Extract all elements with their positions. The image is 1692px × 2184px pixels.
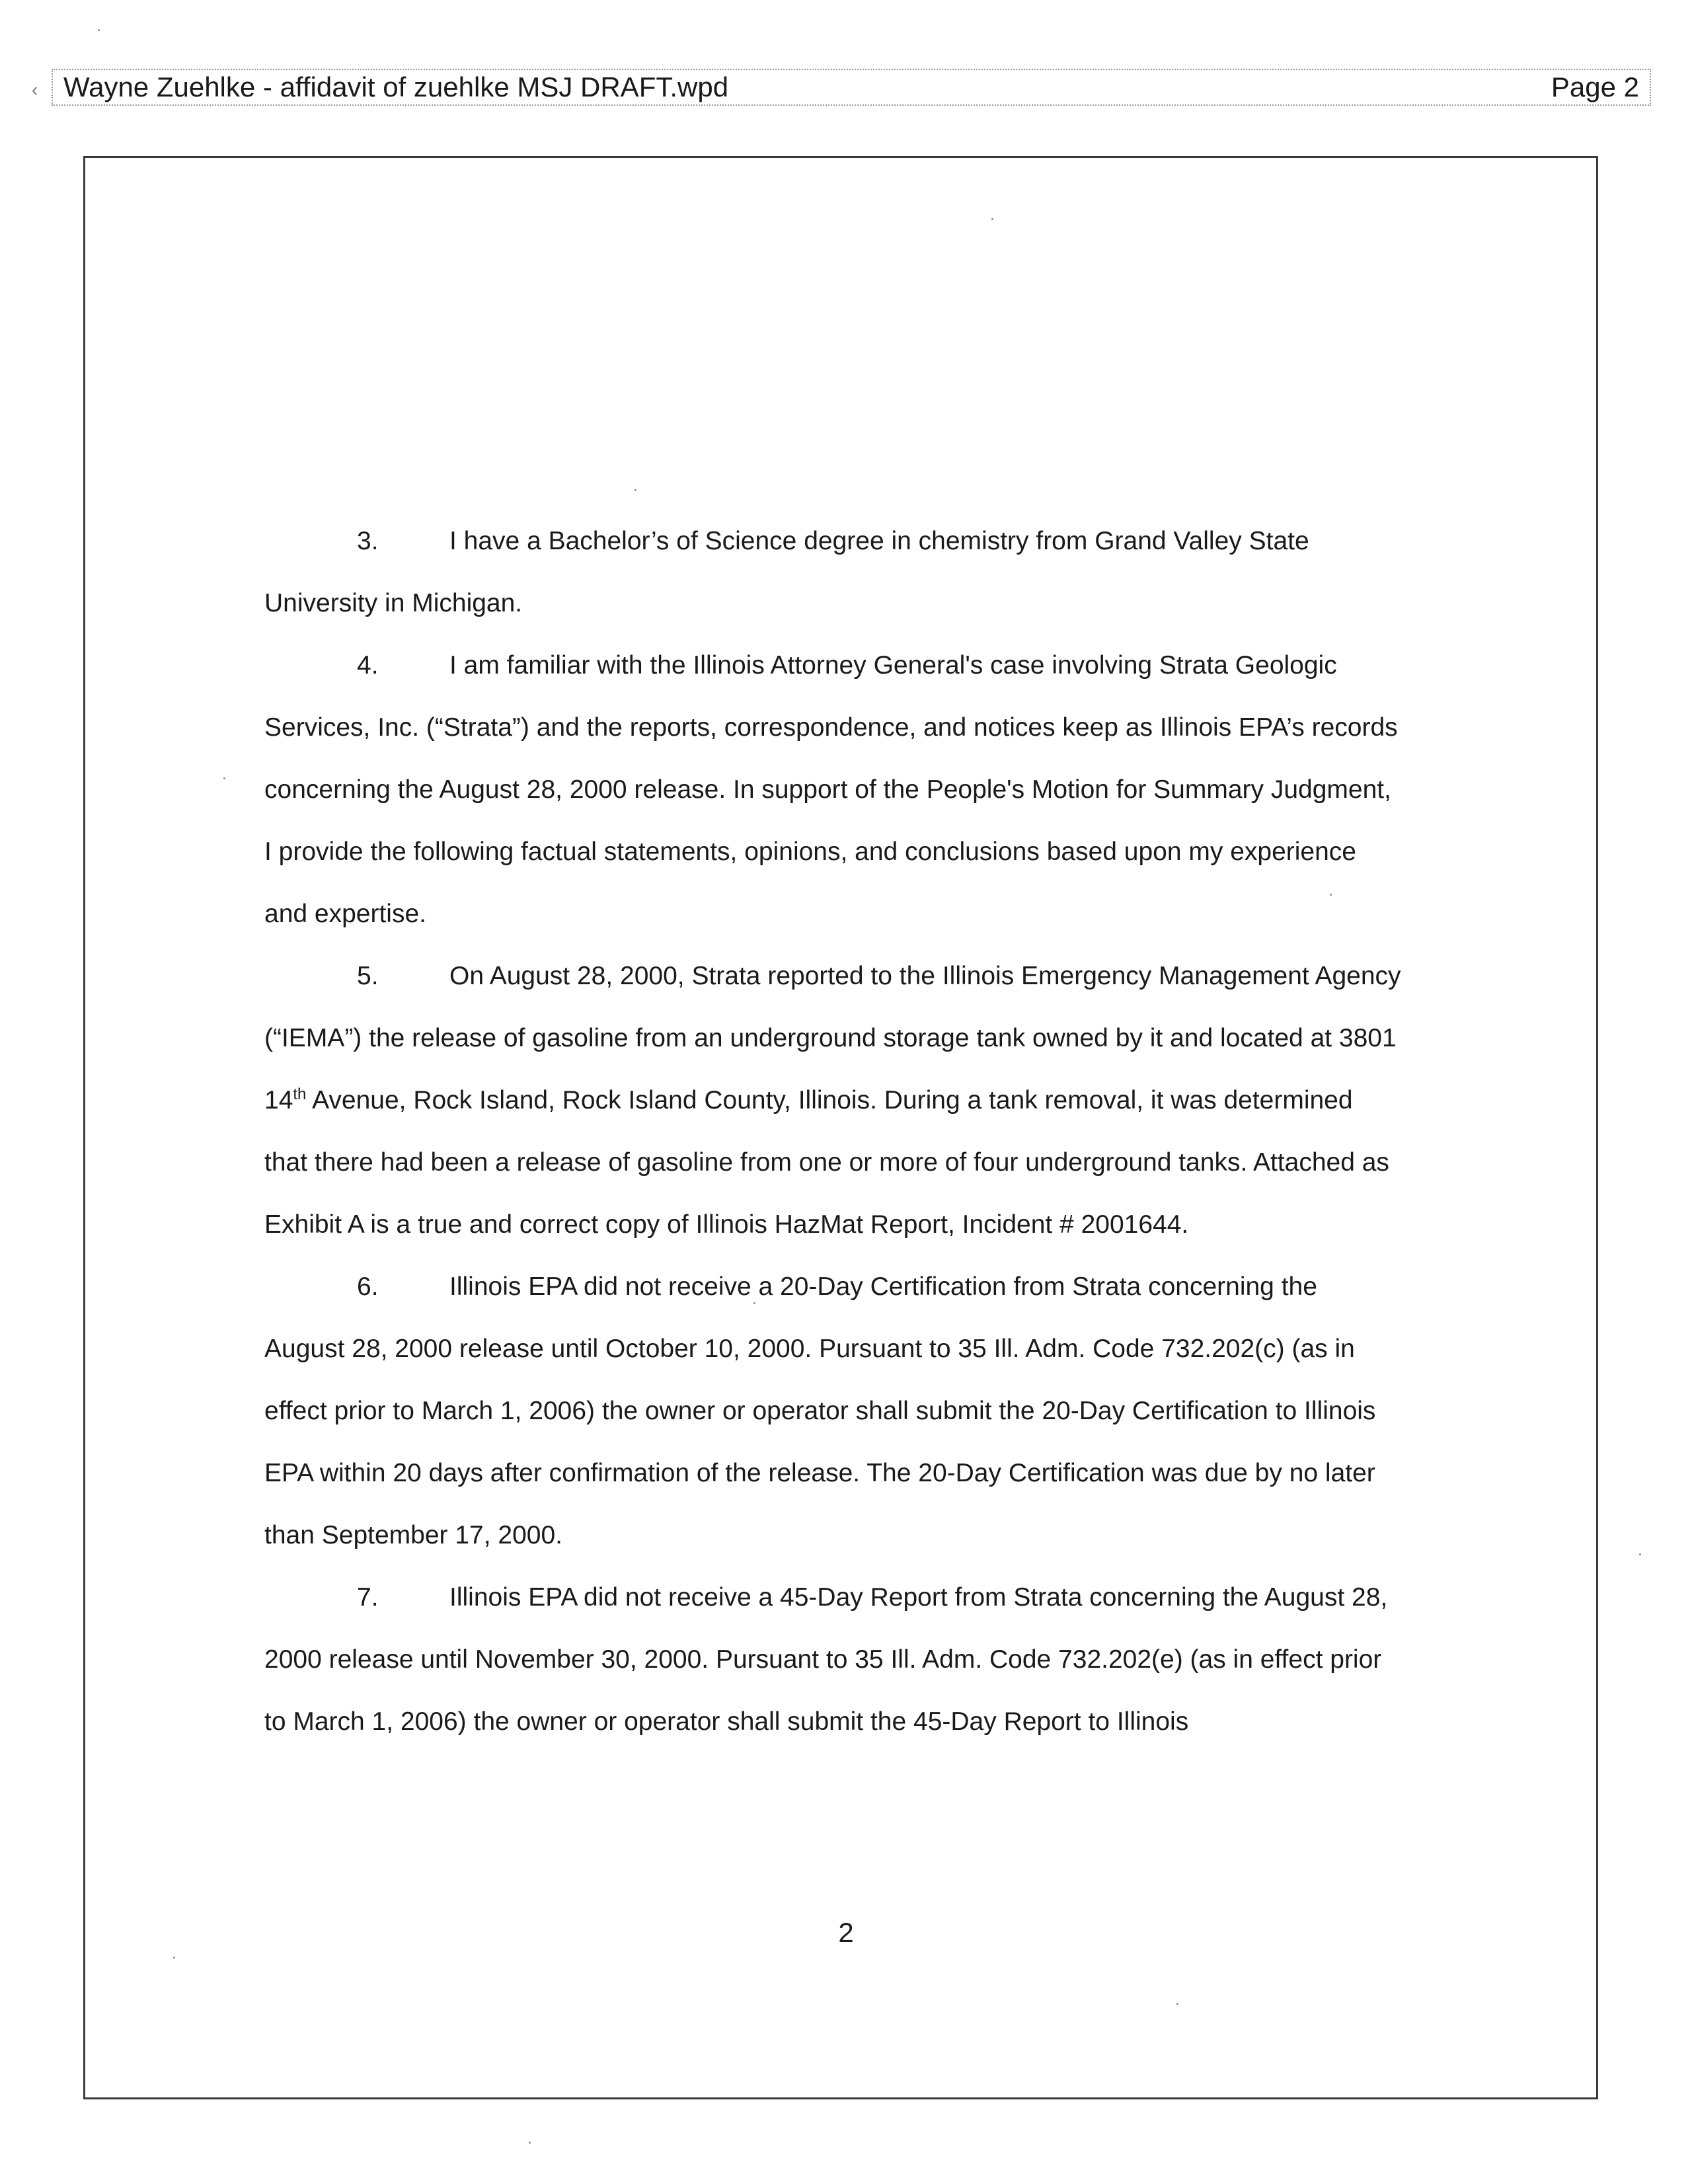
scan-speck xyxy=(753,1302,755,1304)
paragraph-text: I am familiar with the Illinois Attorney General's case involving Strata Geologic Services, Inc. (“Strata”) and the reports, correspondence, and notices keep as Illinois EPA’s records concerning the August 28, 2000 release. In support of the People's Motion for Summary Judgment, I provide the following factual statements, opinions, and conclusions based upon my experience and expertise. xyxy=(264,651,1398,928)
paragraph-text: On August 28, 2000, Strata reported to the Illinois Emergency Management Agency (“IEMA”) the release of gasoline from an underground storage tank owned by it and located at 3801 14 xyxy=(264,962,1401,1114)
paragraph-3 xyxy=(264,510,1401,635)
scan-speck xyxy=(529,2142,531,2144)
header-marker-icon: ‹ xyxy=(32,79,38,100)
paragraph-text: I have a Bachelor’s of Science degree in chemistry from Grand Valley State University in Michigan. xyxy=(264,527,1309,617)
page-label: Page 2 xyxy=(1551,71,1639,102)
paragraph-number: 3. xyxy=(357,527,379,555)
scan-speck xyxy=(1330,894,1332,896)
ordinal-superscript: th xyxy=(293,1085,307,1103)
paragraph-text: Illinois EPA did not receive a 45-Day Report from Strata concerning the August 28, 2000 release until November 30, 2000. Pursuant to 35 Ill. Adm. Code 732.202(e) (as in effect prior to March 1, 2006) the owner or operator shall submit the 45-Day Report to Illinois xyxy=(264,1583,1388,1736)
scan-speck xyxy=(1639,1553,1641,1555)
scan-speck xyxy=(98,29,100,31)
paragraph-4 xyxy=(264,635,1401,945)
scan-speck xyxy=(223,777,225,779)
paragraph-number: 5. xyxy=(357,962,379,990)
paragraph-7 xyxy=(264,1567,1401,1753)
scan-speck xyxy=(991,218,993,220)
paragraph-number: 6. xyxy=(357,1272,379,1301)
scan-speck xyxy=(1176,2003,1178,2005)
document-title: Wayne Zuehlke - affidavit of zuehlke MSJ DRAFT.wpd xyxy=(63,71,729,102)
footer-page-number: 2 xyxy=(838,1917,854,1948)
affidavit-body xyxy=(264,510,1401,1753)
paragraph-number: 4. xyxy=(357,651,379,680)
paragraph-text-continued: Avenue, Rock Island, Rock Island County, Illinois. During a tank removal, it was determined that there had been a release of gasoline from one or more of four underground tanks. Attached as Exhibit A is a true and correct copy of Illinois HazMat Report, Incident # 2001644. xyxy=(264,1086,1389,1239)
paragraph-number: 7. xyxy=(357,1583,379,1612)
scan-speck xyxy=(634,489,636,491)
paragraph-5 xyxy=(264,945,1401,1256)
scan-speck xyxy=(173,1957,175,1959)
paragraph-6 xyxy=(264,1256,1401,1567)
paragraph-text: Illinois EPA did not receive a 20-Day Certification from Strata concerning the August 28, 2000 release until October 10, 2000. Pursuant to 35 Ill. Adm. Code 732.202(c) (as in effect prior to March 1, 2006) the owner or operator shall submit the 20-Day Certification to Illinois EPA within 20 days after confirmation of the release. The 20-Day Certification was due by no later than September 17, 2000. xyxy=(264,1272,1376,1549)
